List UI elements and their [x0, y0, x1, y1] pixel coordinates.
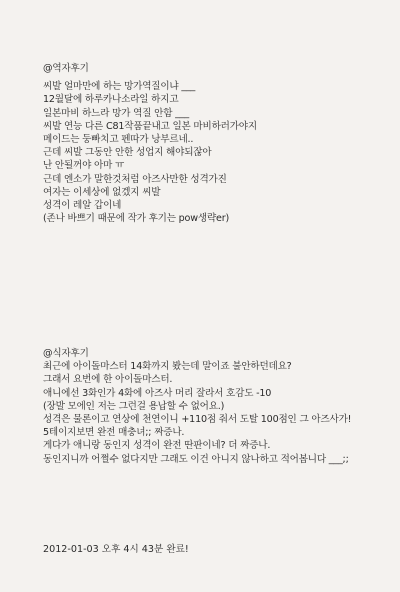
typesetter-notes-section	[43, 347, 388, 466]
note-line: 최근에 아이돌마스터 14화까지 봤는데 말이죠 불안하던데요?	[43, 361, 292, 373]
note-line: 성격은 물론이고 연상에 천연이니 +110점 줘서 도탈 100점인 그 아즈사가!	[43, 413, 352, 425]
note-line: 애니에선 3화인가 4화에 아즈사 머리 잘라서 호감도 -10	[43, 387, 272, 399]
note-line: 그래서 요번에 한 아이돌마스터.	[43, 374, 173, 386]
note-line: 일본마비 하느라 망가 역질 안함 ___	[43, 107, 189, 119]
note-line: 메이드는 둥빠치고 펜따가 낭부르네..	[43, 133, 194, 145]
note-line: 근데 씨발 그동안 안한 성업지 해야되잖아	[43, 147, 212, 159]
translator-notes-heading: @역자후기	[43, 63, 89, 74]
note-line: 여자는 이세상에 없겠지 씨발	[43, 186, 161, 198]
note-line: 성격이 레알 갑이네	[43, 199, 122, 211]
note-line: 12월달에 하루카나소라일 하지고	[43, 94, 179, 106]
note-line: 근데 엔소가 말한것처럼 아즈사만한 성격가진	[43, 173, 227, 185]
note-line: (장발 모에인 저는 그런걸 용납할 수 없어요.)	[43, 400, 225, 412]
typesetter-notes-heading: @식자후기	[43, 348, 89, 359]
note-line: 게다가 애니랑 동인지 성격이 완전 딴판이네? 더 짜증나.	[43, 440, 271, 452]
completion-timestamp: 2012-01-03 오후 4시 43분 완료!	[43, 544, 189, 555]
translator-notes-body	[43, 80, 388, 225]
typesetter-notes-body	[43, 360, 388, 466]
note-line: 난 안될꺼야 아마 ㅠ	[43, 160, 125, 172]
note-line: (존나 바쁘기 때문에 작가 후기는 pow생략er)	[43, 213, 229, 225]
note-line: 5테이지보면 완전 매충녀;; 짜증나.	[43, 427, 185, 439]
translator-notes-section	[43, 62, 388, 225]
note-line: 씨발 얼마만에 하는 망가역질이냐 ___	[43, 81, 196, 93]
note-line: 동인지니까 어쩔수 없다지만 그래도 이건 아니지 않나하고 적어봅니다 ___;;	[43, 453, 349, 465]
note-line: 씨발 연능 다른 C81작품끝내고 일본 마비하러가야지	[43, 120, 257, 132]
